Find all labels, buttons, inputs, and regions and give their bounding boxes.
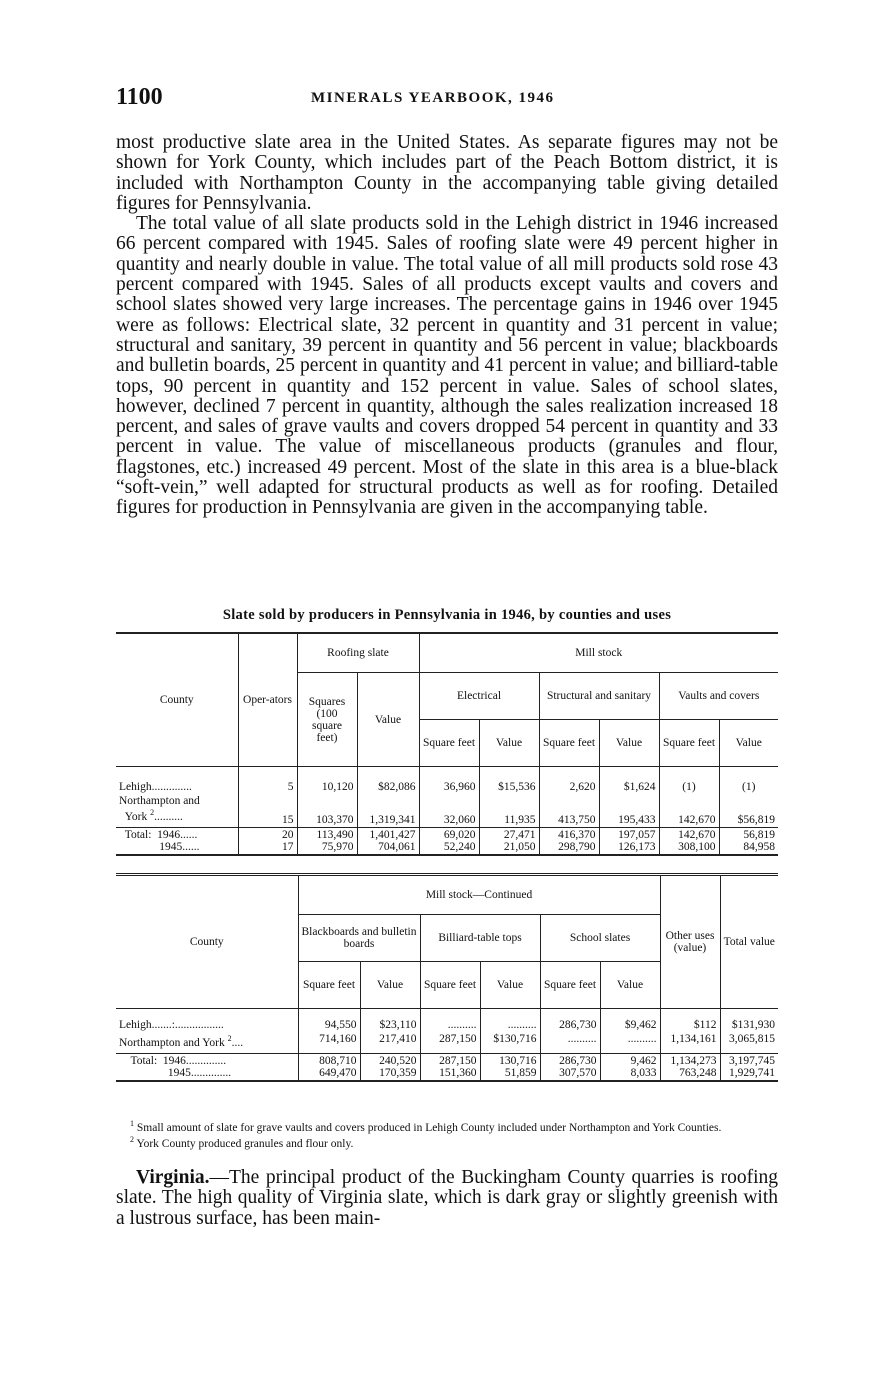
col-roofing-value: Value bbox=[357, 673, 419, 767]
row-label: Lehigh.............. bbox=[119, 781, 192, 793]
cell: $56,819 bbox=[719, 794, 778, 827]
paragraph-continued: most productive slate area in the United States. As separate figures may not be shown for York County, which includes part of the Peach Bottom district, it is included with Northampton County in the accompanying table giving detailed figures for Pennsylvania. bbox=[116, 132, 778, 214]
footnote-1: $^1$ Small amount of slate for grave vaults and covers produced in Lehigh County included under Northampton and York Counties. bbox=[130, 1119, 722, 1134]
col-blackboards-value: Value bbox=[360, 962, 420, 1009]
cell: 20 17 bbox=[238, 827, 297, 855]
col-electrical-sqft: Square feet bbox=[419, 720, 479, 767]
cell: .......... bbox=[480, 1009, 540, 1033]
cell: .......... bbox=[420, 1009, 480, 1033]
cell: $82,086 bbox=[357, 767, 419, 795]
virginia-section bbox=[116, 1168, 778, 1229]
cell: 197,057 126,173 bbox=[599, 827, 659, 855]
table-row-total bbox=[116, 1053, 778, 1081]
cell: 1,319,341 bbox=[357, 794, 419, 827]
page-number: 1100 bbox=[116, 84, 163, 110]
running-title: MINERALS YEARBOOK, 1946 bbox=[311, 90, 555, 106]
cell: 32,060 bbox=[419, 794, 479, 827]
cell: $9,462 bbox=[600, 1009, 660, 1033]
col-electrical-value: Value bbox=[479, 720, 539, 767]
cell: 142,670 bbox=[659, 794, 719, 827]
col-vaults-sqft: Square feet bbox=[659, 720, 719, 767]
col-vaults-value: Value bbox=[719, 720, 778, 767]
cell: 10,120 bbox=[297, 767, 357, 795]
col-structural-value: Value bbox=[599, 720, 659, 767]
col-billiard: Billiard-table tops bbox=[420, 915, 540, 962]
cell: $15,536 bbox=[479, 767, 539, 795]
cell: $23,110 bbox=[360, 1009, 420, 1033]
cell: (1) bbox=[719, 767, 778, 795]
col-county: County bbox=[116, 875, 298, 1009]
row-label: Northampton and York $^2$.......... bbox=[119, 795, 200, 823]
table-title: Slate sold by producers in Pennsylvania in 1946, by counties and uses bbox=[222, 607, 672, 623]
cell: 286,730 bbox=[540, 1009, 600, 1033]
cell: 808,710 649,470 bbox=[298, 1053, 360, 1081]
col-school-value: Value bbox=[600, 962, 660, 1009]
paragraph-virginia: Virginia.—The principal product of the Buckingham County quarries is roofing slate. The high quality of Virginia slate, which is dark gray or slightly greenish with a lustrous surface, has been main- bbox=[116, 1167, 778, 1229]
col-operators: Oper-ators bbox=[238, 633, 297, 767]
col-mill-stock: Mill stock bbox=[419, 633, 778, 673]
col-school-sqft: Square feet bbox=[540, 962, 600, 1009]
cell: 217,410 bbox=[360, 1032, 420, 1053]
col-structural-sqft: Square feet bbox=[539, 720, 599, 767]
table-row-northampton bbox=[116, 794, 778, 827]
cell: 5 bbox=[238, 767, 297, 795]
cell: 286,730 307,570 bbox=[540, 1053, 600, 1081]
cell: 2,620 bbox=[539, 767, 599, 795]
col-total-value: Total value bbox=[720, 875, 778, 1009]
slate-table-part1 bbox=[116, 632, 778, 856]
row-label: Lehigh.......:................. bbox=[119, 1019, 224, 1031]
table-row-lehigh bbox=[116, 767, 778, 795]
slate-table-part2 bbox=[116, 873, 778, 1082]
row-label: Total: 1946.............. 1945.............. bbox=[116, 1053, 298, 1081]
cell: 714,160 bbox=[298, 1032, 360, 1053]
cell: 3,065,815 bbox=[720, 1032, 778, 1053]
paragraph-lehigh: The total value of all slate products sold in the Lehigh district in 1946 increased 66 percent compared with 1945. Sales of roofing slate were 49 percent higher in quantity and nearly double in value. The total value of all mill products sold rose 43 percent compared with 1945. Sales of all products except vaults and covers and school slates showed very large increases. The percentage gains in 1946 over 1945 were as follows: Electrical slate, 32 percent in quantity and 31 percent in value; structural and sanitary, 39 percent in quantity and 56 percent in value; blackboards and bulletin boards, 25 percent in quantity and 41 percent in value; and billiard-table tops, 90 percent in quantity and 152 percent in value. Sales of school slates, however, declined 7 percent in quantity, although the sales realization increased 18 percent, and sales of grave vaults and covers dropped 54 percent in quantity and 33 percent in value. The value of miscellaneous products (granules and flour, flagstones, etc.) increased 49 percent. Most of the slate in this area is a blue-black “soft-vein,” well adapted for structural products as well as for roofing. Detailed figures for production in Pennsylvania are given in the accompanying table. bbox=[116, 213, 778, 519]
table-row-total bbox=[116, 827, 778, 855]
col-billiard-sqft: Square feet bbox=[420, 962, 480, 1009]
page-header bbox=[116, 84, 776, 114]
cell: 103,370 bbox=[297, 794, 357, 827]
cell: 195,433 bbox=[599, 794, 659, 827]
cell: (1) bbox=[659, 767, 719, 795]
cell: .......... bbox=[600, 1032, 660, 1053]
col-mill-continued: Mill stock—Continued bbox=[298, 875, 660, 915]
cell: 3,197,745 1,929,741 bbox=[720, 1053, 778, 1081]
cell: $1,624 bbox=[599, 767, 659, 795]
col-county: County bbox=[116, 633, 238, 767]
cell: 69,020 52,240 bbox=[419, 827, 479, 855]
cell: 113,490 75,970 bbox=[297, 827, 357, 855]
footnote-2: $^2$ York County produced granules and flour only. bbox=[130, 1134, 354, 1150]
cell: .......... bbox=[540, 1032, 600, 1053]
col-blackboards: Blackboards and bulletin boards bbox=[298, 915, 420, 962]
cell: 36,960 bbox=[419, 767, 479, 795]
footnotes bbox=[116, 1118, 778, 1150]
cell: $131,930 bbox=[720, 1009, 778, 1033]
cell: 94,550 bbox=[298, 1009, 360, 1033]
cell: 27,471 21,050 bbox=[479, 827, 539, 855]
col-school: School slates bbox=[540, 915, 660, 962]
col-structural: Structural and sanitary bbox=[539, 673, 659, 720]
table-row-lehigh bbox=[116, 1009, 778, 1033]
section-heading: Virginia. bbox=[136, 1167, 210, 1188]
cell: 1,134,161 bbox=[660, 1032, 720, 1053]
body-text bbox=[116, 133, 778, 519]
col-roofing: Roofing slate bbox=[297, 633, 419, 673]
cell: 416,370 298,790 bbox=[539, 827, 599, 855]
row-label: Total: 1946...... 1945...... bbox=[116, 827, 238, 855]
cell: 11,935 bbox=[479, 794, 539, 827]
cell: 287,150 151,360 bbox=[420, 1053, 480, 1081]
row-label: Northampton and York $^2$.... bbox=[119, 1034, 244, 1049]
cell: 1,401,427 704,061 bbox=[357, 827, 419, 855]
cell: 413,750 bbox=[539, 794, 599, 827]
col-squares: Squares (100 square feet) bbox=[297, 673, 357, 767]
cell: 240,520 170,359 bbox=[360, 1053, 420, 1081]
table-row-northampton bbox=[116, 1032, 778, 1053]
cell: 15 bbox=[238, 794, 297, 827]
cell: 56,819 84,958 bbox=[719, 827, 778, 855]
col-vaults: Vaults and covers bbox=[659, 673, 778, 720]
cell: 142,670 308,100 bbox=[659, 827, 719, 855]
cell: 9,462 8,033 bbox=[600, 1053, 660, 1081]
col-electrical: Electrical bbox=[419, 673, 539, 720]
cell: 287,150 bbox=[420, 1032, 480, 1053]
cell: $112 bbox=[660, 1009, 720, 1033]
col-blackboards-sqft: Square feet bbox=[298, 962, 360, 1009]
col-other-uses: Other uses (value) bbox=[660, 875, 720, 1009]
cell: 1,134,273 763,248 bbox=[660, 1053, 720, 1081]
col-billiard-value: Value bbox=[480, 962, 540, 1009]
cell: 130,716 51,859 bbox=[480, 1053, 540, 1081]
cell: $130,716 bbox=[480, 1032, 540, 1053]
